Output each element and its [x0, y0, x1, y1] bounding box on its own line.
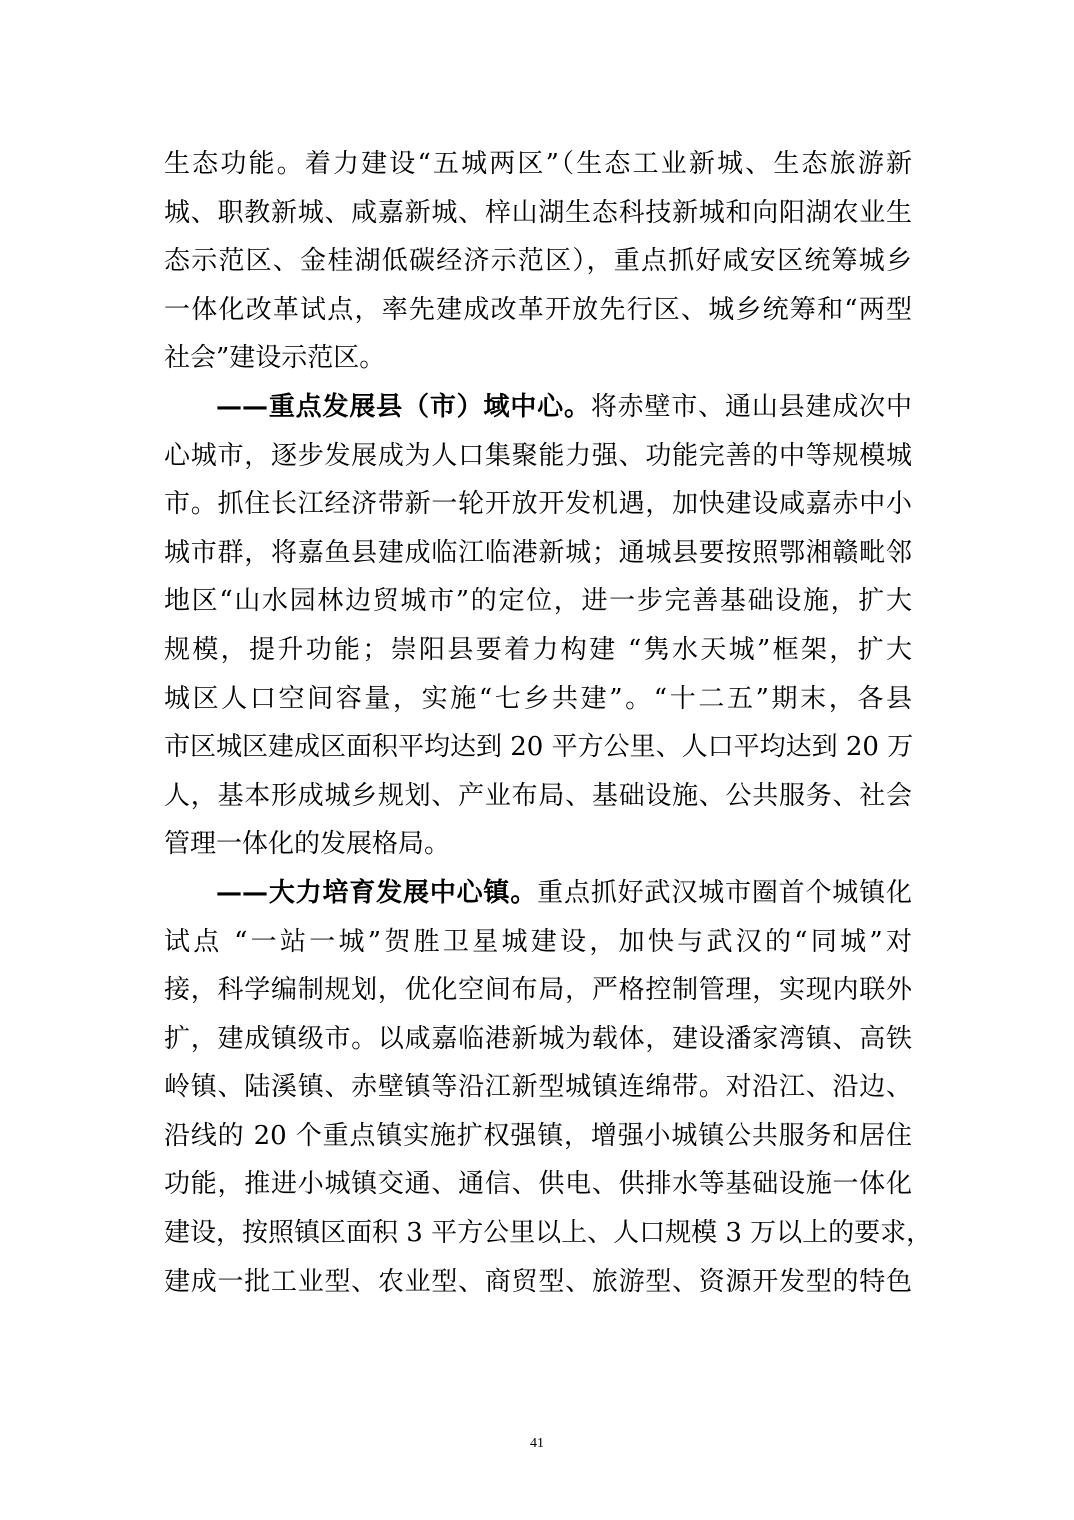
text-line: 生态功能。着力建设“五城两区”（生态工业新城、生态旅游新: [164, 149, 912, 179]
text-line: 市。抓住长江经济带新一轮开放开发机遇，加快建设咸嘉赤中小: [164, 489, 912, 520]
text-fragment: 将赤壁市、通山县建成次中: [590, 391, 912, 422]
text-line: 沿线的 20 个重点镇实施扩权强镇，增强小城镇公共服务和居住: [164, 1120, 912, 1151]
text-line: 城市群，将嘉鱼县建成临江临港新城；通城县要按照鄂湘赣毗邻: [164, 537, 912, 568]
text-line: 一体化改革试点，率先建成改革开放先行区、城乡统筹和“两型: [164, 294, 912, 325]
text-line: 扩，建成镇级市。以咸嘉临港新城为载体，建设潘家湾镇、高铁: [164, 1023, 912, 1054]
text-line: 态示范区、金桂湖低碳经济示范区），重点抓好咸安区统筹城乡: [164, 246, 912, 277]
section-heading-central-towns: ——大力培育发展中心镇。: [216, 877, 538, 908]
paragraph-first-line: [164, 869, 912, 918]
text-line: 试点 “一站一城”贺胜卫星城建设，加快与武汉的“同城”对: [164, 926, 912, 957]
text-line: 建设，按照镇区面积 3 平方公里以上、人口规模 3 万以上的要求，: [164, 1218, 933, 1249]
text-line: 城区人口空间容量，实施“七乡共建”。“十二五”期末，各县: [164, 683, 912, 714]
text-line: 规模，提升功能；崇阳县要着力构建 “隽水天城”框架，扩大: [164, 634, 912, 665]
text-line: 人，基本形成城乡规划、产业布局、基础设施、公共服务、社会: [164, 780, 912, 811]
text-line: 接，科学编制规划，优化空间布局，严格控制管理，实现内联外: [164, 975, 912, 1006]
page-number: 41: [530, 1436, 544, 1451]
text-fragment: 重点抓好武汉城市圈首个城镇化: [537, 877, 912, 908]
text-line: 建成一批工业型、农业型、商贸型、旅游型、资源开发型的特色: [164, 1266, 912, 1297]
section-heading-county-centers: ——重点发展县（市）域中心。: [216, 391, 591, 422]
paragraph-first-line: [164, 383, 912, 432]
text-line: 社会”建设示范区。: [164, 343, 386, 374]
text-line: 心城市，逐步发展成为人口集聚能力强、功能完善的中等规模城: [164, 440, 912, 471]
text-line: 功能，推进小城镇交通、通信、供电、供排水等基础设施一体化: [164, 1169, 912, 1200]
text-line: 市区城区建成区面积平均达到 20 平方公里、人口平均达到 20 万: [164, 732, 914, 763]
text-line: 岭镇、陆溪镇、赤壁镇等沿江新型城镇连绵带。对沿江、沿边、: [164, 1072, 912, 1103]
text-line: 管理一体化的发展格局。: [164, 829, 451, 860]
body-text: [164, 140, 933, 1306]
text-line: 地区“山水园林边贸城市”的定位，进一步完善基础设施，扩大: [164, 586, 912, 617]
text-line: 城、职教新城、咸嘉新城、梓山湖生态科技新城和向阳湖农业生: [164, 197, 912, 228]
